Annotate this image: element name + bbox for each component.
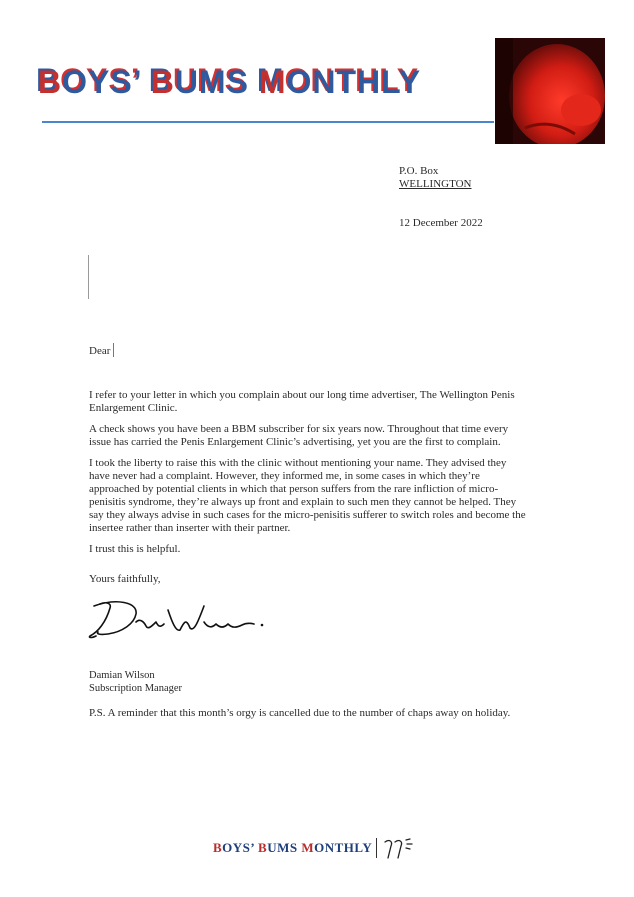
masthead-title-part: B <box>38 64 63 100</box>
masthead-rule <box>42 121 494 123</box>
handwritten-signature <box>86 592 276 644</box>
masthead-title-part: B <box>150 64 175 100</box>
address-line-2: WELLINGTON <box>399 178 472 190</box>
paragraph-1: I refer to your letter in which you complain about our long time advertiser, The Wellington Penis Enlargement Clinic. <box>89 389 515 414</box>
footer-title <box>213 840 372 856</box>
signer-name: Damian Wilson <box>89 670 155 681</box>
footer-title-part: ONTHLY <box>314 840 373 855</box>
address-line-1: P.O. Box <box>399 165 439 177</box>
letter-date: 12 December 2022 <box>399 217 483 229</box>
masthead-title <box>38 64 498 101</box>
masthead-title-part: OYS’ <box>62 64 151 100</box>
footer-emblem-icon <box>381 836 415 860</box>
salutation-text: Dear <box>89 345 111 357</box>
footer-title-part: B <box>258 840 268 855</box>
footer-title-part: UMS <box>267 840 302 855</box>
footer-divider <box>376 838 377 858</box>
letter-body <box>89 389 529 564</box>
masthead-title-part: ONTHLY <box>286 64 422 100</box>
paragraph-4: I trust this is helpful. <box>89 543 181 555</box>
paragraph-3: I took the liberty to raise this with the clinic without mentioning your name. They advised they have never had a complaint. However, they informed me, in some cases in which they’re approached by potential clients in which that person suffers from the rare infliction of micro-penisitis syndrome, they’re always up front and explain to such men they cannot be helped. They say they always advise in such cases for the micro-penisitis sufferer to switch roles and become the insertee rather than inserter with their partner. <box>89 457 526 534</box>
paragraph-2: A check shows you have been a BBM subscriber for six years now. Throughout that time every issue has carried the Penis Enlargement Clinic’s advertising, yet you are the first to complain. <box>89 423 509 448</box>
masthead-title-part: M <box>258 64 287 100</box>
footer-logo-block <box>213 836 415 860</box>
signer-block <box>89 669 182 695</box>
signer-role: Subscription Manager <box>89 683 183 694</box>
sender-address <box>399 165 472 191</box>
masthead-title-part: UMS <box>174 64 259 100</box>
scan-mark <box>88 255 89 299</box>
postscript: P.S. A reminder that this month’s orgy is cancelled due to the number of chaps away on holiday. <box>89 707 511 719</box>
footer-title-part: M <box>301 840 315 855</box>
redaction-mark <box>113 343 114 357</box>
masthead-photo <box>495 38 605 144</box>
signoff: Yours faithfully, <box>89 573 161 585</box>
salutation <box>89 343 114 357</box>
footer-title-part: B <box>213 840 223 855</box>
footer-title-part: OYS’ <box>222 840 259 855</box>
